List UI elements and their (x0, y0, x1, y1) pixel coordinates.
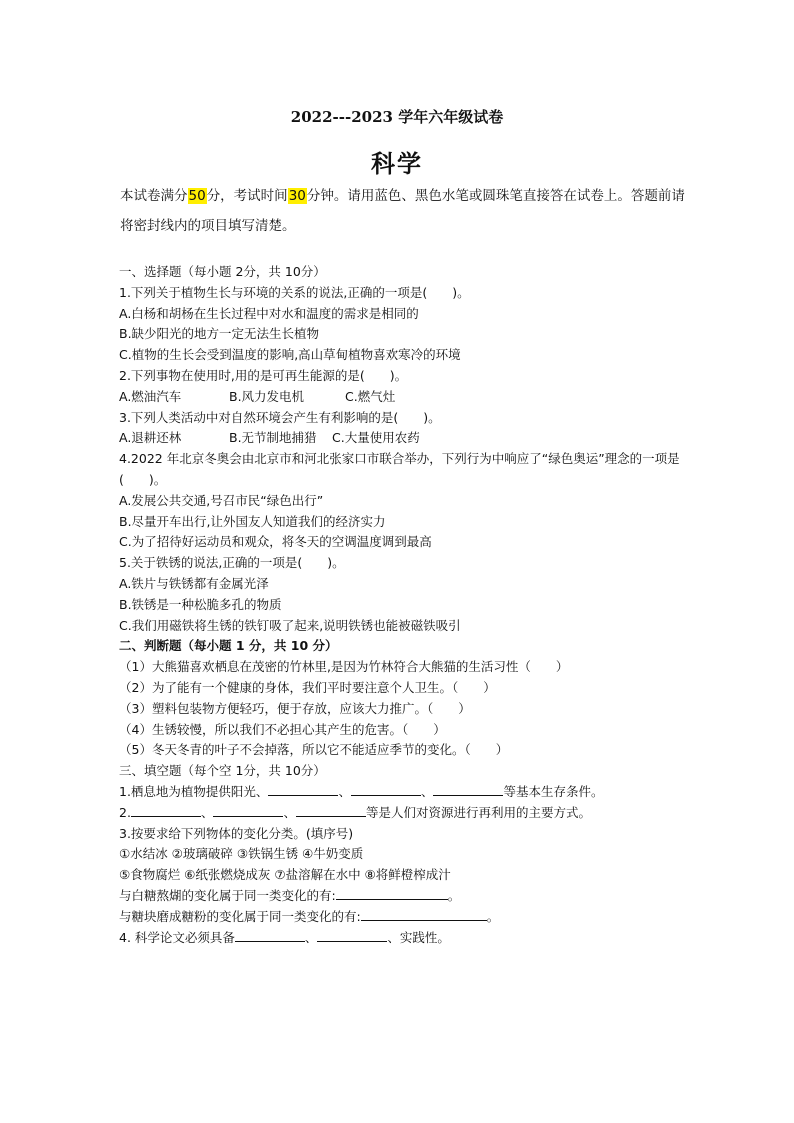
section-3-heading: 三、填空题（每个空 1分，共 10分） (119, 763, 326, 779)
exam-title: 2022---2023 学年六年级试卷 (290, 108, 504, 126)
period: 。 (486, 908, 500, 924)
question-2-stem: 2.下列事物在使用时,用的是可再生能源的是( )。 (119, 367, 408, 383)
question-4-stem: 4.2022 年北京冬奥会由北京市和河北张家口市联合举办，下列行为中响应了“绿色奥运”理念的一项是( )。 (119, 451, 680, 487)
fill-question-3-items-2: ⑤食物腐烂 ⑥纸张燃烧成灰 ⑦盐溶解在水中 ⑧将鲜橙榨成汁 (119, 867, 451, 883)
question-2-option-a[interactable]: A.燃油汽车 (119, 388, 182, 404)
question-1-stem: 1.下列关于植物生长与环境的关系的说法,正确的一项是( )。 (119, 284, 470, 300)
question-5-stem: 5.关于铁锈的说法,正确的一项是( )。 (119, 555, 345, 571)
question-4-option-b[interactable]: B.尽量开车出行,让外国友人知道我们的经济实力 (119, 513, 386, 529)
exam-body (119, 262, 699, 948)
fill-question-4-end: 、实践性。 (387, 929, 450, 945)
fill-question-2 (119, 803, 699, 824)
instructions (120, 181, 690, 241)
question-5-option-c[interactable]: C.我们用磁铁将生锈的铁钉吸了起来,说明铁锈也能被磁铁吸引 (119, 617, 461, 633)
question-1-option-b[interactable]: B.缺少阳光的地方一定无法生长植物 (119, 326, 320, 342)
question-5-option-b[interactable]: B.铁锈是一种松脆多孔的物质 (119, 596, 282, 612)
answer-blank[interactable] (131, 803, 201, 817)
separator: 、 (304, 929, 318, 945)
section-1-heading: 一、选择题（每小题 2分，共 10分） (119, 264, 326, 279)
question-2-options (119, 387, 699, 408)
fill-question-3-a-text: 与白糖熬煳的变化属于同一类变化的有: (119, 887, 336, 903)
fill-question-1 (119, 782, 699, 803)
judge-item-5[interactable]: （5）冬天冬青的叶子不会掉落，所以它不能适应季节的变化。（ ） (119, 742, 509, 758)
question-3-option-c[interactable]: C.大量使用农药 (332, 430, 420, 446)
answer-blank[interactable] (361, 907, 487, 921)
period: 。 (447, 887, 461, 903)
fill-question-3-b (119, 907, 699, 928)
instructions-text-3: 分钟。请用蓝色、黑色水笔或圆珠笔直接答在试卷上。答题前请将密封线内的项目填写清楚。 (120, 188, 685, 234)
full-score-highlight: 50 (188, 188, 206, 204)
question-2-option-b[interactable]: B.风力发电机 (229, 388, 305, 404)
subject-title: 科学 (371, 150, 423, 178)
fill-question-3-b-text: 与糖块磨成糖粉的变化属于同一类变化的有: (119, 908, 361, 924)
fill-question-1-end: 等基本生存条件。 (503, 783, 604, 799)
separator: 、 (200, 804, 214, 820)
question-3-option-b[interactable]: B.无节制地捕猎 (229, 430, 317, 446)
question-4-option-c[interactable]: C.为了招待好运动员和观众，将冬天的空调温度调到最高 (119, 534, 432, 550)
question-3-stem: 3.下列人类活动中对自然环境会产生有利影响的是( )。 (119, 409, 441, 425)
question-2-option-c[interactable]: C.燃气灶 (345, 388, 396, 404)
separator: 、 (420, 783, 434, 799)
fill-question-4 (119, 928, 699, 949)
answer-blank[interactable] (235, 928, 305, 942)
fill-question-4-text: 4. 科学论文必须具备 (119, 929, 235, 945)
question-1-option-c[interactable]: C.植物的生长会受到温度的影响,高山草甸植物喜欢寒冷的环境 (119, 347, 461, 363)
question-1-option-a[interactable]: A.白杨和胡杨在生长过程中对水和温度的需求是相同的 (119, 305, 419, 321)
fill-question-1-text: 1.栖息地为植物提供阳光、 (119, 783, 269, 799)
section-2-heading: 二、判断题（每小题 1 分，共 10 分） (119, 638, 338, 654)
fill-question-2-end: 等是人们对资源进行再利用的主要方式。 (365, 804, 591, 820)
fill-question-3-items-1: ①水结冰 ②玻璃破碎 ③铁锅生锈 ④牛奶变质 (119, 846, 364, 862)
judge-item-1[interactable]: （1）大熊猫喜欢栖息在茂密的竹林里,是因为竹林符合大熊猫的生活习性（ ） (119, 659, 569, 675)
judge-item-4[interactable]: （4）生锈较慢，所以我们不必担心其产生的危害。（ ） (119, 721, 446, 737)
answer-blank[interactable] (336, 886, 448, 900)
instructions-text-1: 本试卷满分 (120, 188, 188, 204)
fill-question-2-number: 2. (119, 804, 131, 820)
question-3-option-a[interactable]: A.退耕还林 (119, 430, 182, 446)
answer-blank[interactable] (213, 803, 283, 817)
question-3-options (119, 428, 699, 449)
separator: 、 (283, 804, 296, 820)
question-4-option-a[interactable]: A.发展公共交通,号召市民“绿色出行” (119, 492, 324, 508)
separator: 、 (338, 783, 351, 799)
fill-question-3-stem: 3.按要求给下列物体的变化分类。(填序号) (119, 825, 354, 841)
answer-blank[interactable] (296, 803, 366, 817)
judge-item-3[interactable]: （3）塑料包装物方便轻巧，便于存放，应该大力推广。（ ） (119, 700, 471, 716)
instructions-text-2: 分，考试时间 (206, 188, 288, 204)
answer-blank[interactable] (268, 782, 338, 796)
answer-blank[interactable] (317, 928, 387, 942)
question-5-option-a[interactable]: A.铁片与铁锈都有金属光泽 (119, 575, 269, 591)
exam-time-highlight: 30 (288, 188, 306, 204)
answer-blank[interactable] (433, 782, 503, 796)
judge-item-2[interactable]: （2）为了能有一个健康的身体，我们平时要注意个人卫生。（ ） (119, 679, 496, 695)
fill-question-3-a (119, 886, 699, 907)
answer-blank[interactable] (351, 782, 421, 796)
